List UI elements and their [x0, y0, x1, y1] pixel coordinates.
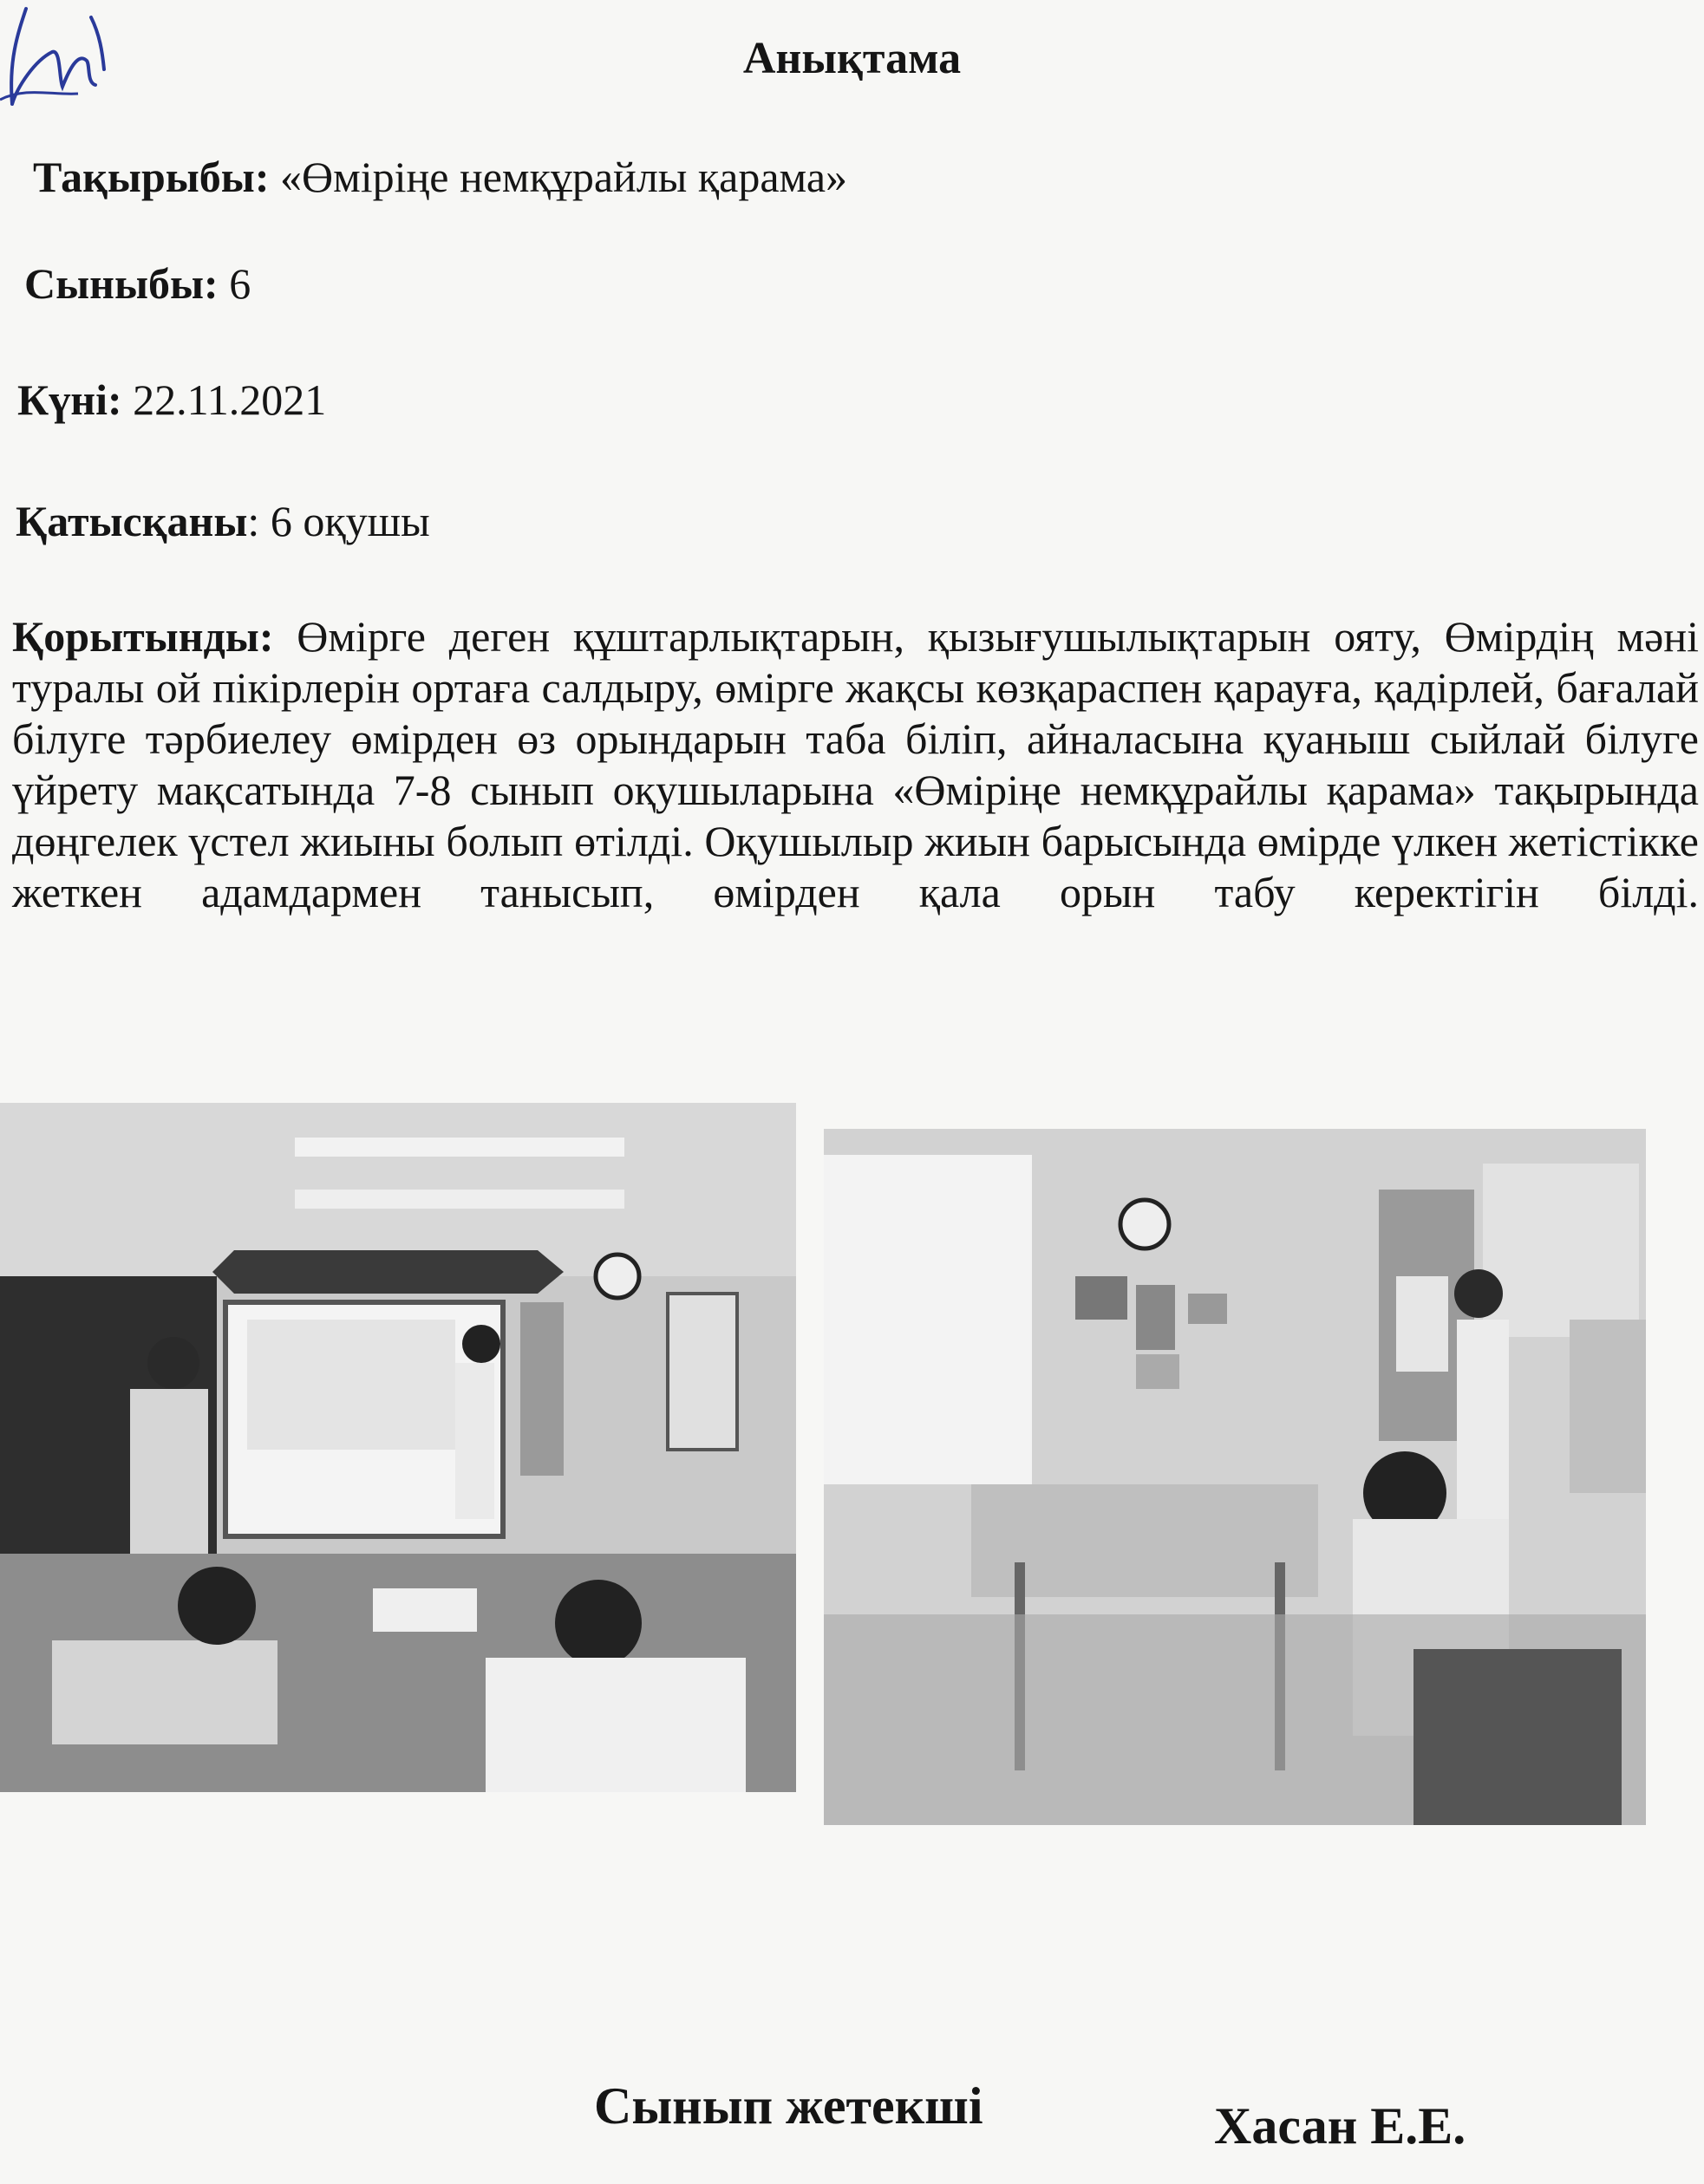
conclusion-paragraph	[12, 611, 1699, 918]
topic-field	[33, 152, 847, 202]
classroom-presentation-photo	[0, 1103, 796, 1792]
topic-label: Тақырыбы:	[33, 153, 270, 201]
attendees-label: Қатысқаны	[16, 497, 248, 545]
document-title: Анықтама	[742, 34, 962, 83]
date-label: Күні:	[17, 375, 122, 424]
class-field	[24, 258, 251, 309]
topic-value: «Өміріңе немқұрайлы қарама»	[269, 153, 848, 201]
date-value: 22.11.2021	[121, 375, 327, 424]
class-value: 6	[218, 259, 251, 308]
class-teacher-name: Хасан Е.Е.	[1214, 2097, 1466, 2155]
conclusion-text: Өмірге деген құштарлықтарын, қызығушылықтарын ояту, Өмірдің мәні туралы ой пікірлерін ортаға салдыру, өмірге жақсы көзқараспен қарауға, қадірлей, бағалай білуге тәрбиелеу өмірден өз орындарын таба біліп, айналасына қуаныш сыйлай білуге үйрету мақсатында 7-8 сынып оқушыларына «Өміріңе немқұрайлы қарама» тақырында дөңгелек үстел жиыны болып өтілді. Оқушылыр жиын барысында өмірде үлкен жетістікке жеткен адамдармен танысып, өмірден қала орын табу керектігін білді.	[12, 612, 1699, 916]
attendees-field	[16, 496, 430, 546]
class-teacher-role: Сынып жетекші	[594, 2077, 983, 2135]
conclusion-label: Қорытынды:	[12, 612, 274, 661]
student-speaking-photo	[824, 1129, 1646, 1825]
date-field	[17, 375, 326, 425]
class-label: Сыныбы:	[24, 259, 219, 308]
attendees-value: : 6 оқушы	[247, 497, 430, 545]
